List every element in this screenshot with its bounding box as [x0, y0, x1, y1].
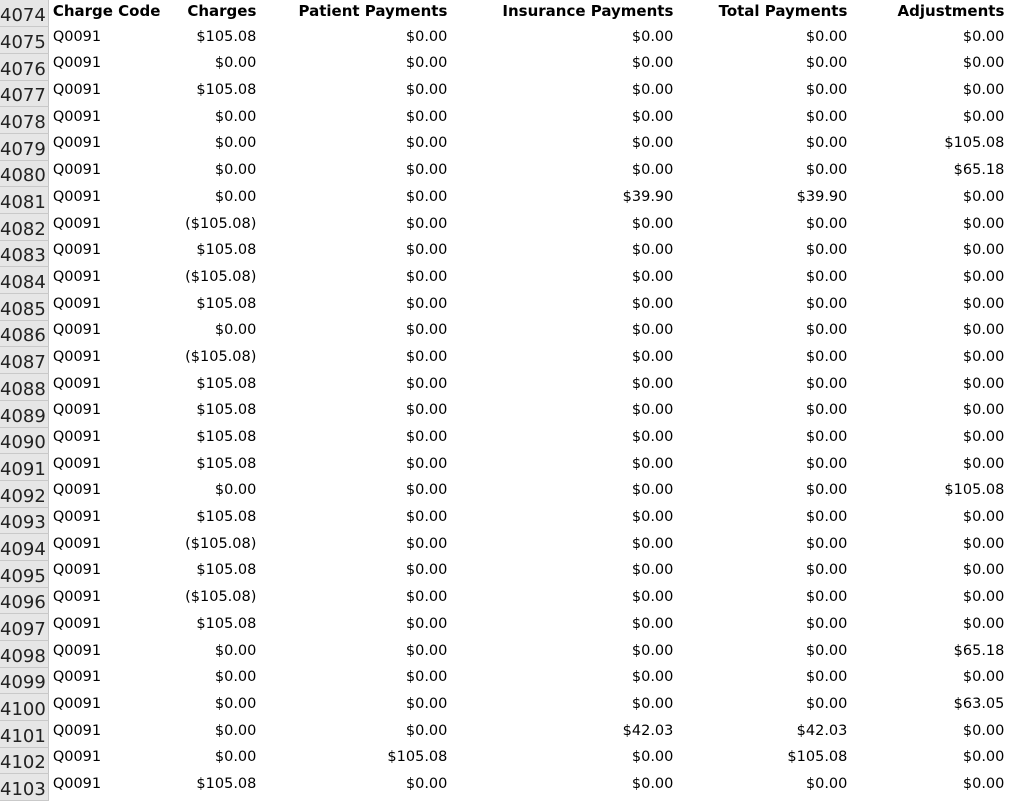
- cell-insurance-payments[interactable]: $0.00: [631, 215, 674, 232]
- table-row: [0, 721, 1006, 748]
- cell-insurance-payments[interactable]: $0.00: [631, 135, 674, 152]
- table-row: [0, 560, 1006, 587]
- cell-patient-payments[interactable]: $0.00: [405, 455, 448, 472]
- cell-patient-payments[interactable]: $0.00: [405, 669, 448, 686]
- cell-insurance-payments[interactable]: $0.00: [631, 589, 674, 606]
- cell-patient-payments[interactable]: $0.00: [405, 55, 448, 72]
- cell-charges[interactable]: $105.08: [196, 28, 257, 45]
- row-header[interactable]: 4089: [0, 400, 48, 427]
- header-adjustments[interactable]: Adjustments: [897, 2, 1005, 20]
- cell-charge-code[interactable]: Q0091: [52, 455, 102, 472]
- cell-adjustments[interactable]: $0.00: [962, 322, 1005, 339]
- cell-insurance-payments[interactable]: $0.00: [631, 322, 674, 339]
- cell-charge-code[interactable]: Q0091: [52, 188, 102, 205]
- cell-adjustments[interactable]: $0.00: [962, 589, 1005, 606]
- cell-charge-code[interactable]: Q0091: [52, 82, 102, 99]
- cell-charge-code[interactable]: Q0091: [52, 108, 102, 125]
- cell-insurance-payments[interactable]: $0.00: [631, 108, 674, 125]
- cell-total-payments[interactable]: $0.00: [805, 375, 848, 392]
- cell-charge-code[interactable]: Q0091: [52, 615, 102, 632]
- cell-total-payments[interactable]: $0.00: [805, 348, 848, 365]
- cell-charge-code[interactable]: Q0091: [52, 55, 102, 72]
- row-header[interactable]: 4094: [0, 534, 48, 561]
- table-row: [0, 133, 1006, 160]
- cell-adjustments[interactable]: $65.18: [953, 162, 1005, 179]
- table-row: [0, 427, 1006, 454]
- cell-charges[interactable]: ($105.08): [185, 215, 257, 232]
- row-header[interactable]: 4080: [0, 160, 48, 187]
- cell-insurance-payments[interactable]: $0.00: [631, 348, 674, 365]
- cell-charges[interactable]: $105.08: [196, 509, 257, 526]
- row-header[interactable]: 4086: [0, 320, 48, 347]
- cell-charge-code[interactable]: Q0091: [52, 135, 102, 152]
- cell-insurance-payments[interactable]: $0.00: [631, 535, 674, 552]
- row-header[interactable]: 4075: [0, 27, 48, 54]
- cell-total-payments[interactable]: $0.00: [805, 215, 848, 232]
- header-total-payments[interactable]: Total Payments: [718, 2, 848, 20]
- cell-adjustments[interactable]: $0.00: [962, 215, 1005, 232]
- cell-insurance-payments[interactable]: $42.03: [622, 722, 674, 739]
- cell-charge-code[interactable]: Q0091: [52, 28, 102, 45]
- cell-total-payments[interactable]: $0.00: [805, 642, 848, 659]
- cell-charges[interactable]: ($105.08): [185, 589, 257, 606]
- table-row: [0, 160, 1006, 187]
- table-row: [0, 240, 1006, 267]
- header-charges[interactable]: Charges: [187, 2, 257, 20]
- cell-patient-payments[interactable]: $0.00: [405, 162, 448, 179]
- cell-charge-code[interactable]: Q0091: [52, 695, 102, 712]
- table-row: [0, 27, 1006, 54]
- cell-total-payments[interactable]: $0.00: [805, 482, 848, 499]
- row-header[interactable]: 4101: [0, 721, 48, 748]
- cell-adjustments[interactable]: $0.00: [962, 402, 1005, 419]
- cell-charges[interactable]: $0.00: [214, 188, 257, 205]
- cell-patient-payments[interactable]: $0.00: [405, 775, 448, 792]
- table-row: [0, 107, 1006, 134]
- cell-patient-payments[interactable]: $0.00: [405, 295, 448, 312]
- table-row: [0, 480, 1006, 507]
- cell-charges[interactable]: $105.08: [196, 615, 257, 632]
- cell-adjustments[interactable]: $0.00: [962, 375, 1005, 392]
- header-patient-payments[interactable]: Patient Payments: [298, 2, 448, 20]
- row-header[interactable]: 4098: [0, 641, 48, 668]
- cell-charge-code[interactable]: Q0091: [52, 642, 102, 659]
- table-row: [0, 214, 1006, 241]
- cell-insurance-payments[interactable]: $0.00: [631, 295, 674, 312]
- cell-adjustments[interactable]: $0.00: [962, 28, 1005, 45]
- cell-charge-code[interactable]: Q0091: [52, 268, 102, 285]
- cell-charge-code[interactable]: Q0091: [52, 589, 102, 606]
- cell-total-payments[interactable]: $0.00: [805, 615, 848, 632]
- cell-charge-code[interactable]: Q0091: [52, 775, 102, 792]
- cell-patient-payments[interactable]: $0.00: [405, 562, 448, 579]
- cell-insurance-payments[interactable]: $0.00: [631, 402, 674, 419]
- cell-adjustments[interactable]: $105.08: [944, 482, 1005, 499]
- cell-patient-payments[interactable]: $0.00: [405, 242, 448, 259]
- cell-insurance-payments[interactable]: $0.00: [631, 28, 674, 45]
- cell-charges[interactable]: $0.00: [214, 642, 257, 659]
- cell-insurance-payments[interactable]: $0.00: [631, 775, 674, 792]
- cell-insurance-payments[interactable]: $39.90: [622, 188, 674, 205]
- table-row: [0, 614, 1006, 641]
- cell-charges[interactable]: $105.08: [196, 295, 257, 312]
- cell-charges[interactable]: $0.00: [214, 749, 257, 766]
- row-header[interactable]: 4099: [0, 667, 48, 694]
- table-row: [0, 454, 1006, 481]
- row-header[interactable]: 4077: [0, 80, 48, 107]
- row-header[interactable]: 4081: [0, 187, 48, 214]
- cell-patient-payments[interactable]: $0.00: [405, 82, 448, 99]
- table-row: [0, 534, 1006, 561]
- cell-charges[interactable]: $105.08: [196, 775, 257, 792]
- cell-patient-payments[interactable]: $0.00: [405, 535, 448, 552]
- cell-charges[interactable]: $0.00: [214, 695, 257, 712]
- cell-insurance-payments[interactable]: $0.00: [631, 642, 674, 659]
- row-header[interactable]: 4097: [0, 614, 48, 641]
- table-row: [0, 267, 1006, 294]
- cell-adjustments[interactable]: $0.00: [962, 82, 1005, 99]
- cell-adjustments[interactable]: $65.18: [953, 642, 1005, 659]
- cell-total-payments[interactable]: $0.00: [805, 402, 848, 419]
- cell-insurance-payments[interactable]: $0.00: [631, 429, 674, 445]
- header-charge-code[interactable]: Charge Code: [52, 2, 161, 20]
- table-row: [0, 187, 1006, 214]
- cell-total-payments[interactable]: $0.00: [805, 535, 848, 552]
- cell-adjustments[interactable]: $0.00: [962, 722, 1005, 739]
- table-row: [0, 374, 1006, 401]
- cell-total-payments[interactable]: $105.08: [787, 749, 848, 766]
- cell-charge-code[interactable]: Q0091: [52, 375, 102, 392]
- cell-charge-code[interactable]: Q0091: [52, 722, 102, 739]
- cell-adjustments[interactable]: $0.00: [962, 749, 1005, 766]
- cell-charge-code[interactable]: Q0091: [52, 562, 102, 579]
- cell-adjustments[interactable]: $0.00: [962, 562, 1005, 579]
- cell-patient-payments[interactable]: $0.00: [405, 509, 448, 526]
- cell-total-payments[interactable]: $0.00: [805, 55, 848, 72]
- cell-adjustments[interactable]: $0.00: [962, 268, 1005, 285]
- table-row: [0, 347, 1006, 374]
- cell-total-payments[interactable]: $0.00: [805, 775, 848, 792]
- cell-insurance-payments[interactable]: $0.00: [631, 695, 674, 712]
- cell-total-payments[interactable]: $0.00: [805, 295, 848, 312]
- cell-charges[interactable]: $105.08: [196, 562, 257, 579]
- cell-patient-payments[interactable]: $0.00: [405, 215, 448, 232]
- cell-charge-code[interactable]: Q0091: [52, 322, 102, 339]
- cell-charge-code[interactable]: Q0091: [52, 535, 102, 552]
- row-header[interactable]: 4095: [0, 560, 48, 587]
- cell-total-payments[interactable]: $0.00: [805, 108, 848, 125]
- cell-charges[interactable]: $105.08: [196, 375, 257, 392]
- cell-charges[interactable]: $105.08: [196, 429, 257, 445]
- row-header[interactable]: 4103: [0, 774, 48, 801]
- cell-insurance-payments[interactable]: $0.00: [631, 669, 674, 686]
- cell-charge-code[interactable]: Q0091: [52, 749, 102, 766]
- cell-total-payments[interactable]: $0.00: [805, 322, 848, 339]
- cell-adjustments[interactable]: $0.00: [962, 55, 1005, 72]
- row-header[interactable]: 4083: [0, 240, 48, 267]
- cell-patient-payments[interactable]: $0.00: [405, 375, 448, 392]
- cell-insurance-payments[interactable]: $0.00: [631, 375, 674, 392]
- table-row: [0, 667, 1006, 694]
- cell-insurance-payments[interactable]: $0.00: [631, 562, 674, 579]
- cell-patient-payments[interactable]: $0.00: [405, 642, 448, 659]
- row-header[interactable]: 4082: [0, 214, 48, 241]
- cell-charge-code[interactable]: Q0091: [52, 215, 102, 232]
- row-header[interactable]: 4088: [0, 374, 48, 401]
- cell-charges[interactable]: $0.00: [214, 482, 257, 499]
- row-header[interactable]: 4092: [0, 480, 48, 507]
- cell-charge-code[interactable]: Q0091: [52, 509, 102, 526]
- cell-charge-code[interactable]: Q0091: [52, 348, 102, 365]
- cell-charge-code[interactable]: Q0091: [52, 482, 102, 499]
- cell-charges[interactable]: ($105.08): [185, 348, 257, 365]
- table-row: [0, 320, 1006, 347]
- table-row: [0, 694, 1006, 721]
- cell-total-payments[interactable]: $0.00: [805, 562, 848, 579]
- cell-adjustments[interactable]: $105.08: [944, 135, 1005, 152]
- cell-charges[interactable]: $105.08: [196, 82, 257, 99]
- cell-patient-payments[interactable]: $0.00: [405, 402, 448, 419]
- cell-charge-code[interactable]: Q0091: [52, 162, 102, 179]
- cell-insurance-payments[interactable]: $0.00: [631, 482, 674, 499]
- cell-adjustments[interactable]: $0.00: [962, 188, 1005, 205]
- cell-patient-payments[interactable]: $0.00: [405, 695, 448, 712]
- header-row: [0, 0, 1006, 27]
- cell-patient-payments[interactable]: $0.00: [405, 108, 448, 125]
- cell-charge-code[interactable]: Q0091: [52, 295, 102, 312]
- cell-insurance-payments[interactable]: $0.00: [631, 749, 674, 766]
- cell-adjustments[interactable]: $0.00: [962, 429, 1005, 445]
- row-header[interactable]: 4093: [0, 507, 48, 534]
- cell-total-payments[interactable]: $0.00: [805, 669, 848, 686]
- cell-patient-payments[interactable]: $0.00: [405, 615, 448, 632]
- row-header[interactable]: 4091: [0, 454, 48, 481]
- table-row: [0, 507, 1006, 534]
- cell-patient-payments[interactable]: $0.00: [405, 348, 448, 365]
- cell-patient-payments[interactable]: $0.00: [405, 429, 448, 445]
- row-header[interactable]: 4076: [0, 53, 48, 80]
- cell-total-payments[interactable]: $0.00: [805, 695, 848, 712]
- cell-charge-code[interactable]: Q0091: [52, 669, 102, 686]
- cell-total-payments[interactable]: $0.00: [805, 509, 848, 526]
- cell-charges[interactable]: $0.00: [214, 135, 257, 152]
- cell-charges[interactable]: $0.00: [214, 162, 257, 179]
- cell-adjustments[interactable]: $0.00: [962, 775, 1005, 792]
- cell-charge-code[interactable]: Q0091: [52, 429, 102, 445]
- row-header[interactable]: 4096: [0, 587, 48, 614]
- cell-adjustments[interactable]: $0.00: [962, 348, 1005, 365]
- table-row: [0, 641, 1006, 668]
- cell-patient-payments[interactable]: $0.00: [405, 482, 448, 499]
- cell-patient-payments[interactable]: $0.00: [405, 322, 448, 339]
- cell-patient-payments[interactable]: $105.08: [387, 749, 448, 766]
- cell-insurance-payments[interactable]: $0.00: [631, 455, 674, 472]
- cell-charge-code[interactable]: Q0091: [52, 402, 102, 419]
- row-header[interactable]: 4074: [0, 0, 48, 27]
- table-row: [0, 774, 1006, 801]
- row-header[interactable]: 4085: [0, 294, 48, 321]
- cell-charges[interactable]: $0.00: [214, 722, 257, 739]
- table-row: [0, 294, 1006, 321]
- cell-adjustments[interactable]: $0.00: [962, 455, 1005, 472]
- row-header[interactable]: 4100: [0, 694, 48, 721]
- cell-adjustments[interactable]: $0.00: [962, 535, 1005, 552]
- cell-adjustments[interactable]: $0.00: [962, 295, 1005, 312]
- table-row: [0, 80, 1006, 107]
- cell-charges[interactable]: ($105.08): [185, 535, 257, 552]
- cell-total-payments[interactable]: $39.90: [796, 188, 848, 205]
- cell-charges[interactable]: $105.08: [196, 455, 257, 472]
- cell-charges[interactable]: ($105.08): [185, 268, 257, 285]
- cell-total-payments[interactable]: $0.00: [805, 455, 848, 472]
- cell-charges[interactable]: $0.00: [214, 669, 257, 686]
- cell-patient-payments[interactable]: $0.00: [405, 589, 448, 606]
- cell-total-payments[interactable]: $0.00: [805, 135, 848, 152]
- cell-adjustments[interactable]: $0.00: [962, 615, 1005, 632]
- table-row: [0, 53, 1006, 80]
- cell-total-payments[interactable]: $0.00: [805, 242, 848, 259]
- cell-charges[interactable]: $0.00: [214, 108, 257, 125]
- cell-insurance-payments[interactable]: $0.00: [631, 162, 674, 179]
- cell-total-payments[interactable]: $0.00: [805, 268, 848, 285]
- cell-total-payments[interactable]: $0.00: [805, 162, 848, 179]
- cell-patient-payments[interactable]: $0.00: [405, 135, 448, 152]
- cell-insurance-payments[interactable]: $0.00: [631, 509, 674, 526]
- table-row: [0, 747, 1006, 774]
- row-header[interactable]: 4084: [0, 267, 48, 294]
- row-header[interactable]: 4078: [0, 107, 48, 134]
- cell-adjustments[interactable]: $0.00: [962, 509, 1005, 526]
- cell-insurance-payments[interactable]: $0.00: [631, 242, 674, 259]
- cell-patient-payments[interactable]: $0.00: [405, 722, 448, 739]
- cell-insurance-payments[interactable]: $0.00: [631, 82, 674, 99]
- cell-total-payments[interactable]: $0.00: [805, 28, 848, 45]
- cell-patient-payments[interactable]: $0.00: [405, 188, 448, 205]
- cell-insurance-payments[interactable]: $0.00: [631, 615, 674, 632]
- cell-charges[interactable]: $0.00: [214, 322, 257, 339]
- table-row: [0, 400, 1006, 427]
- header-insurance-payments[interactable]: Insurance Payments: [502, 2, 674, 20]
- row-header[interactable]: 4087: [0, 347, 48, 374]
- cell-insurance-payments[interactable]: $0.00: [631, 268, 674, 285]
- cell-charges[interactable]: $105.08: [196, 242, 257, 259]
- row-header[interactable]: 4079: [0, 133, 48, 160]
- cell-charge-code[interactable]: Q0091: [52, 242, 102, 259]
- cell-total-payments[interactable]: $0.00: [805, 82, 848, 99]
- cell-patient-payments[interactable]: $0.00: [405, 28, 448, 45]
- cell-adjustments[interactable]: $0.00: [962, 108, 1005, 125]
- cell-charges[interactable]: $0.00: [214, 55, 257, 72]
- table-row: [0, 587, 1006, 614]
- row-header[interactable]: 4102: [0, 747, 48, 774]
- cell-patient-payments[interactable]: $0.00: [405, 268, 448, 285]
- cell-charges[interactable]: $105.08: [196, 402, 257, 419]
- cell-insurance-payments[interactable]: $0.00: [631, 55, 674, 72]
- cell-adjustments[interactable]: $63.05: [953, 695, 1005, 712]
- cell-total-payments[interactable]: $0.00: [805, 589, 848, 606]
- row-header[interactable]: 4090: [0, 427, 48, 454]
- cell-total-payments[interactable]: $0.00: [805, 429, 848, 445]
- cell-total-payments[interactable]: $42.03: [796, 722, 848, 739]
- cell-adjustments[interactable]: $0.00: [962, 669, 1005, 686]
- cell-adjustments[interactable]: $0.00: [962, 242, 1005, 259]
